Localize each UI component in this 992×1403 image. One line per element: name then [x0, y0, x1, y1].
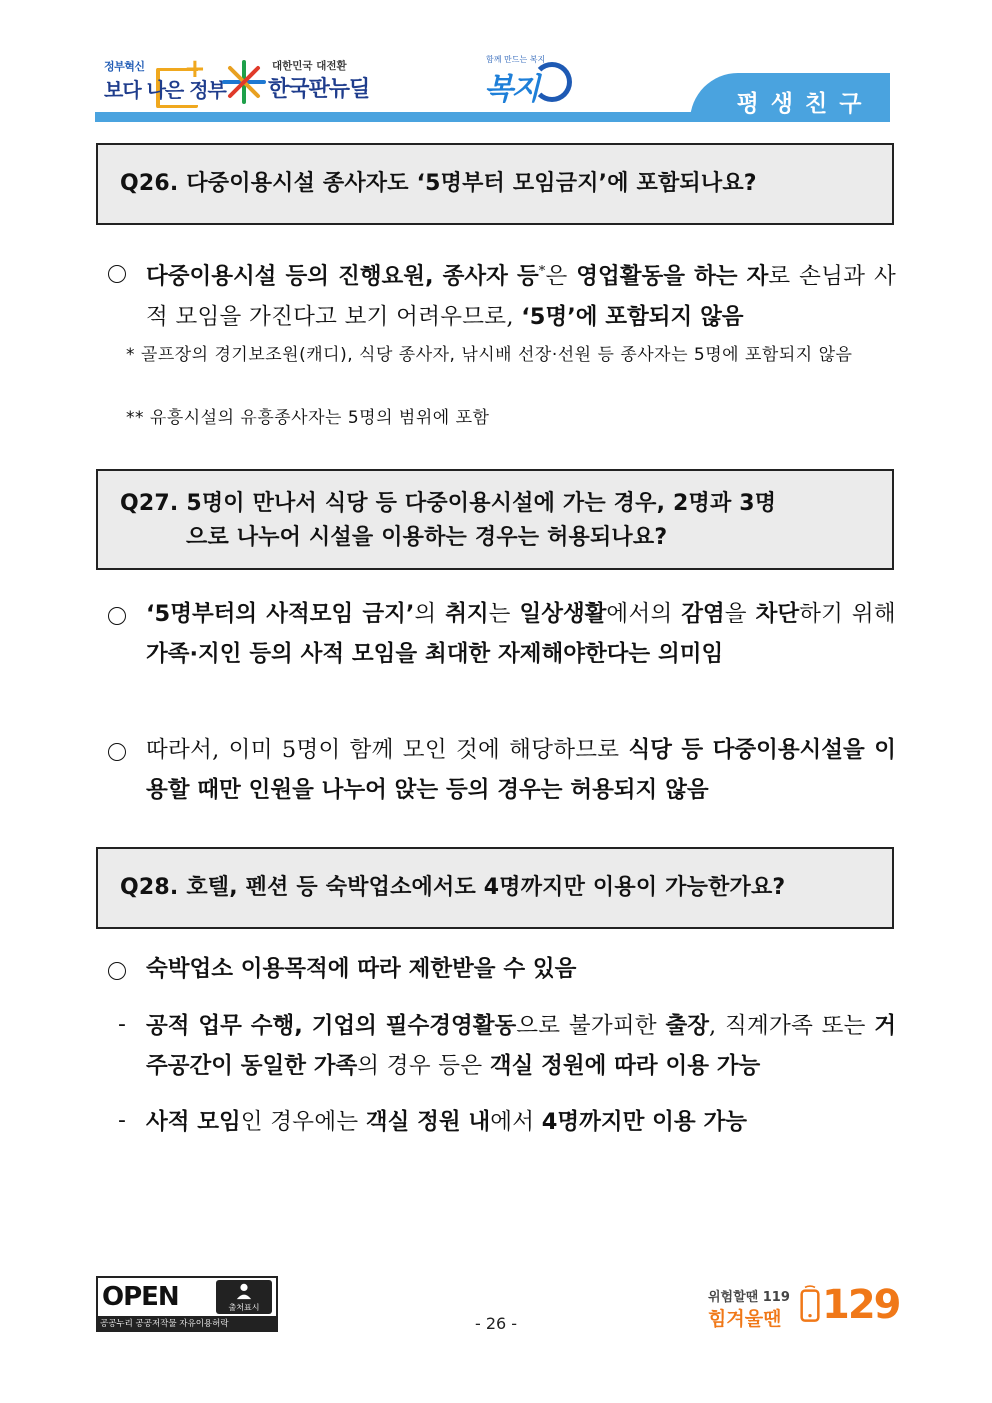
answer-text: ‘5명’에 포함되지 않음: [521, 303, 744, 330]
answer-text: 사적 모임: [146, 1109, 241, 1135]
bullet-circle-icon: [108, 607, 126, 625]
answer-text: 에서의: [606, 601, 682, 627]
logo3-arc-icon: [532, 62, 572, 102]
answer-text: 출장: [665, 1013, 709, 1039]
answer-text: 다중이용시설 등의 진행요원, 종사자 등: [146, 263, 539, 290]
bullet-circle-icon: [108, 743, 126, 761]
logo2-subtitle: 대한민국 대전환: [272, 60, 347, 72]
attribution-badge-label: 출처표시: [228, 1303, 260, 1312]
answer-text: 차단: [755, 601, 800, 627]
answer-text: 식당 등 다중이용시설을 이용할 때만 인원을 나누어 앉는 등의 경우는 허용되지 않음: [146, 737, 896, 803]
bullet-circle-icon: [108, 265, 126, 283]
government-innovation-logo: [104, 54, 226, 108]
answer-text: 공적 업무 수행, 기업의 필수경영활동: [146, 1013, 517, 1039]
answer-text: 취지: [445, 601, 489, 627]
helpline-number: 129: [822, 1282, 900, 1328]
answer-text: 영업활동을 하는 자: [576, 263, 769, 290]
answer-q26-1: [146, 252, 896, 337]
answer-text: 으로 불가피한: [516, 1013, 666, 1039]
bullet-circle-icon: [108, 962, 126, 980]
logo3-subtitle: 함께 만드는 복지: [486, 55, 546, 64]
footnote-1-text: * 골프장의 경기보조원(캐디), 식당 종사자, 낚시배 선장·선원 등 종사자는 5명에 포함되지 않음: [126, 345, 853, 365]
question-q27-line1: Q27. 5명이 만나서 식당 등 다중이용시설에 가는 경우, 2명과 3명: [120, 491, 777, 516]
helpline-129-logo: [708, 1272, 898, 1334]
phone-icon: [800, 1282, 820, 1326]
dash-bullet: -: [118, 1012, 126, 1037]
answer-text: 따라서, 이미 5명이 함께 모인 것에 해당하므로: [146, 737, 629, 763]
answer-text: 하기 위해: [799, 601, 896, 627]
answer-text: 가족·지인 등의 사적 모임을 최대한 자제해야한다는 의미임: [146, 641, 724, 667]
answer-text: ‘5명부터의 사적모임 금지’: [146, 601, 415, 627]
answer-text: 로 손님과 사적 모임을 가진다고 보기 어려우므로,: [146, 263, 896, 330]
answer-q28-dash2: [146, 1102, 896, 1142]
answer-q28-1: [146, 949, 896, 989]
new-deal-star-icon: [222, 60, 266, 104]
answer-text: 일상생활: [519, 601, 607, 627]
answer-text: 에서: [490, 1109, 542, 1135]
answer-text: 숙박업소 이용목적에 따라 제한받을 수 있음: [146, 956, 577, 982]
logo1-plus-icon: +: [184, 54, 206, 84]
logo1-title: 보다 나은 정부: [104, 78, 226, 102]
question-box-q26: [96, 143, 894, 225]
answer-text: 객실 정원 내: [365, 1109, 491, 1135]
helpline-top-text: 위험할땐 119: [708, 1290, 790, 1305]
footnote-marker: *: [538, 264, 546, 279]
helpline-bottom-text: 힘겨울땐: [708, 1308, 782, 1330]
answer-text: 는: [488, 601, 520, 627]
logo3-title: 복지: [484, 72, 538, 107]
question-q27-line2: 으로 나누어 시설을 이용하는 경우는 허용되나요?: [186, 525, 668, 550]
korean-new-deal-logo: [222, 56, 372, 106]
answer-text: , 직계가족 또는: [708, 1013, 875, 1039]
dash-bullet: -: [118, 1108, 126, 1133]
answer-text: 의: [414, 601, 446, 627]
person-icon: [235, 1282, 253, 1300]
kogl-caption: 공공누리 공공저작물 자유이용허락: [100, 1319, 229, 1329]
answer-text: 은: [545, 263, 577, 290]
answer-q27-1: [146, 594, 896, 674]
page-number: - 26 -: [474, 1314, 518, 1333]
answer-text: 을: [724, 601, 756, 627]
attribution-badge: [216, 1280, 272, 1314]
answer-q27-2: [146, 730, 896, 810]
question-box-q27: [96, 469, 894, 570]
answer-text: 거주공간이 동일한 가족: [146, 1013, 896, 1079]
answer-text: 4명까지만 이용 가능: [541, 1109, 747, 1135]
header-tab-label: 평생친구: [736, 91, 874, 117]
question-q28: Q28. 호텔, 펜션 등 숙박업소에서도 4명까지만 이용이 가능한가요?: [120, 875, 786, 900]
answer-q28-dash1: [146, 1006, 896, 1086]
answer-text: 인 경우에는: [240, 1109, 366, 1135]
footnote-2: ** 유흥시설의 유흥종사자는 5명의 범위에 포함: [126, 408, 490, 428]
question-box-q28: [96, 847, 894, 929]
answer-text: 객실 정원에 따라 이용 가능: [489, 1053, 761, 1079]
footnote-1: [126, 340, 896, 370]
answer-text: 의 경우 등은: [357, 1053, 490, 1079]
logo1-subtitle: 정부혁신: [104, 60, 145, 73]
welfare-logo: [480, 52, 580, 108]
answer-text: 감염: [681, 601, 725, 627]
page-header: [0, 0, 992, 130]
logo2-title: 한국판뉴딜: [268, 77, 370, 102]
kogl-open-text: OPEN: [102, 1282, 179, 1312]
header-tab: [690, 73, 890, 122]
question-q26: Q26. 다중이용시설 종사자도 ‘5명부터 모임금지’에 포함되나요?: [120, 171, 757, 196]
